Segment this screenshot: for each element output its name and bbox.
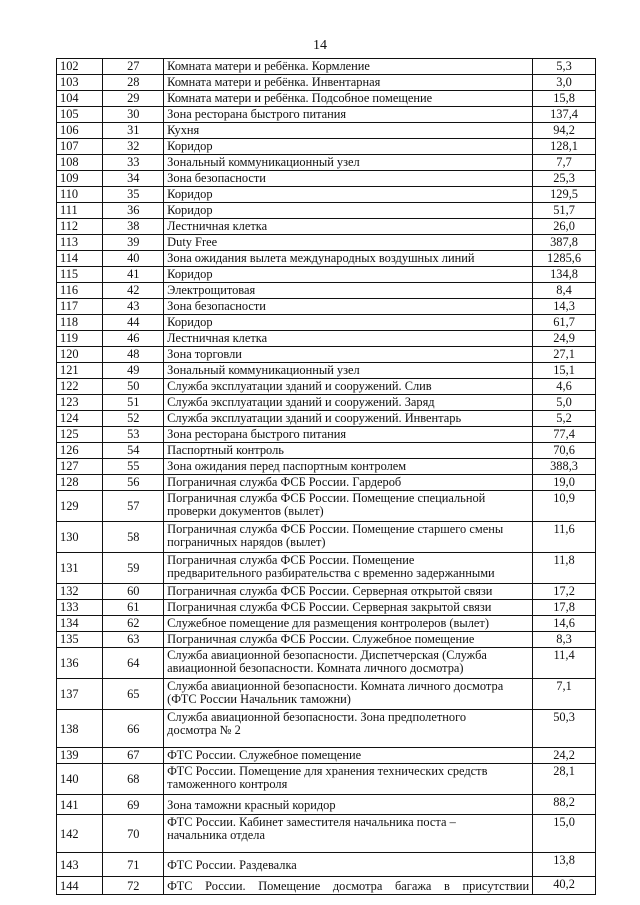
room-name: Служба эксплуатации зданий и сооружений. Заряд [164, 395, 533, 411]
row-number: 110 [57, 187, 103, 203]
row-number: 106 [57, 123, 103, 139]
room-name-line-1: ФТС России. Кабинет заместителя начальника поста – [167, 815, 456, 829]
table-row [57, 679, 596, 710]
room-area: 7,7 [533, 155, 596, 171]
table-row [57, 379, 596, 395]
room-name: Зона ресторана быстрого питания [164, 107, 533, 123]
room-name-line-2: авиационной безопасности. Комната личного досмотра) [167, 661, 464, 675]
room-name: ФТС России. Служебное помещение [164, 748, 533, 764]
room-area: 10,9 [533, 491, 596, 522]
room-name [164, 815, 533, 853]
row-number: 136 [57, 648, 103, 679]
table-row [57, 123, 596, 139]
table-row [57, 283, 596, 299]
room-id: 68 [103, 764, 164, 795]
table-row [57, 107, 596, 123]
row-number: 130 [57, 522, 103, 553]
room-id: 48 [103, 347, 164, 363]
table-row [57, 616, 596, 632]
room-area: 24,2 [533, 748, 596, 764]
room-name-line-1: Служба авиационной безопасности. Комната личного досмотра [167, 679, 504, 693]
room-id: 60 [103, 584, 164, 600]
row-number: 116 [57, 283, 103, 299]
room-area: 50,3 [533, 710, 596, 748]
room-name-line-2: проверки документов (вылет) [167, 504, 324, 518]
room-name: Служба эксплуатации зданий и сооружений. Слив [164, 379, 533, 395]
row-number: 128 [57, 475, 103, 491]
room-name: Зона безопасности [164, 299, 533, 315]
rooms-table-body [57, 59, 596, 895]
table-row [57, 411, 596, 427]
room-area: 388,3 [533, 459, 596, 475]
room-name: Коридор [164, 315, 533, 331]
table-row [57, 748, 596, 764]
row-number: 131 [57, 553, 103, 584]
room-name: Служба эксплуатации зданий и сооружений. Инвентарь [164, 411, 533, 427]
room-id: 62 [103, 616, 164, 632]
room-name-line-1: Служба авиационной безопасности. Диспетчерская (Служба [167, 648, 487, 662]
room-id: 66 [103, 710, 164, 748]
room-area: 4,6 [533, 379, 596, 395]
room-id: 42 [103, 283, 164, 299]
room-id: 70 [103, 815, 164, 853]
table-row [57, 59, 596, 75]
room-id: 55 [103, 459, 164, 475]
room-area: 77,4 [533, 427, 596, 443]
room-name: Зональный коммуникационный узел [164, 363, 533, 379]
room-area: 11,6 [533, 522, 596, 553]
room-id: 57 [103, 491, 164, 522]
room-name: Электрощитовая [164, 283, 533, 299]
row-number: 134 [57, 616, 103, 632]
room-area: 26,0 [533, 219, 596, 235]
room-id: 63 [103, 632, 164, 648]
table-row [57, 331, 596, 347]
room-name: Лестничная клетка [164, 331, 533, 347]
room-area: 40,2 [533, 877, 596, 895]
row-number: 107 [57, 139, 103, 155]
row-number: 121 [57, 363, 103, 379]
room-id: 43 [103, 299, 164, 315]
room-name: ФТС России. Помещение досмотра багажа в присутствии [164, 877, 533, 895]
room-id: 39 [103, 235, 164, 251]
room-name: Кухня [164, 123, 533, 139]
table-row [57, 648, 596, 679]
table-row [57, 491, 596, 522]
room-id: 27 [103, 59, 164, 75]
room-id: 29 [103, 91, 164, 107]
table-row [57, 75, 596, 91]
room-name: Комната матери и ребёнка. Инвентарная [164, 75, 533, 91]
table-row [57, 632, 596, 648]
room-name: Зона безопасности [164, 171, 533, 187]
row-number: 143 [57, 853, 103, 877]
room-area: 88,2 [533, 795, 596, 815]
room-name [164, 553, 533, 584]
row-number: 122 [57, 379, 103, 395]
table-row [57, 267, 596, 283]
table-row [57, 203, 596, 219]
room-area: 15,8 [533, 91, 596, 107]
table-row [57, 315, 596, 331]
room-id: 32 [103, 139, 164, 155]
room-area: 1285,6 [533, 251, 596, 267]
room-name-line-2: (ФТС России Начальник таможни) [167, 692, 351, 706]
table-row [57, 764, 596, 795]
room-id: 53 [103, 427, 164, 443]
room-name: Зона таможни красный коридор [164, 795, 533, 815]
table-row [57, 299, 596, 315]
room-area: 25,3 [533, 171, 596, 187]
room-name: Пограничная служба ФСБ России. Гардероб [164, 475, 533, 491]
room-name: Комната матери и ребёнка. Кормление [164, 59, 533, 75]
room-area: 19,0 [533, 475, 596, 491]
room-name: Коридор [164, 187, 533, 203]
room-name [164, 710, 533, 748]
room-area: 7,1 [533, 679, 596, 710]
room-area: 13,8 [533, 853, 596, 877]
room-area: 15,0 [533, 815, 596, 853]
row-number: 113 [57, 235, 103, 251]
room-id: 38 [103, 219, 164, 235]
room-name [164, 679, 533, 710]
room-area: 27,1 [533, 347, 596, 363]
row-number: 115 [57, 267, 103, 283]
table-row [57, 395, 596, 411]
row-number: 114 [57, 251, 103, 267]
table-row [57, 815, 596, 853]
table-row [57, 171, 596, 187]
room-name-line-1: Пограничная служба ФСБ России. Помещение [167, 553, 415, 567]
room-id: 33 [103, 155, 164, 171]
row-number: 141 [57, 795, 103, 815]
room-name: Пограничная служба ФСБ России. Служебное помещение [164, 632, 533, 648]
room-name: Зона торговли [164, 347, 533, 363]
room-id: 30 [103, 107, 164, 123]
room-name: Пограничная служба ФСБ России. Серверная закрытой связи [164, 600, 533, 616]
row-number: 103 [57, 75, 103, 91]
room-name: Служебное помещение для размещения контролеров (вылет) [164, 616, 533, 632]
table-row [57, 427, 596, 443]
room-name: Паспортный контроль [164, 443, 533, 459]
room-name [164, 491, 533, 522]
table-row [57, 219, 596, 235]
table-row [57, 91, 596, 107]
row-number: 133 [57, 600, 103, 616]
table-row [57, 475, 596, 491]
row-number: 123 [57, 395, 103, 411]
room-name-line-2: таможенного контроля [167, 777, 288, 791]
room-name-line-1: Служба авиационной безопасности. Зона предполетного [167, 710, 467, 724]
room-area: 137,4 [533, 107, 596, 123]
room-name: Коридор [164, 203, 533, 219]
room-id: 71 [103, 853, 164, 877]
room-id: 41 [103, 267, 164, 283]
room-name: ФТС России. Раздевалка [164, 853, 533, 877]
room-area: 8,3 [533, 632, 596, 648]
room-name: Зона ожидания вылета международных воздушных линий [164, 251, 533, 267]
room-name-line-2: начальника отдела [167, 828, 265, 842]
room-name: Duty Free [164, 235, 533, 251]
room-name: Зональный коммуникационный узел [164, 155, 533, 171]
table-row [57, 363, 596, 379]
table-row [57, 459, 596, 475]
room-area: 387,8 [533, 235, 596, 251]
room-name: Лестничная клетка [164, 219, 533, 235]
row-number: 117 [57, 299, 103, 315]
row-number: 127 [57, 459, 103, 475]
room-area: 5,0 [533, 395, 596, 411]
room-name-line-1: Пограничная служба ФСБ России. Помещение старшего смены [167, 522, 504, 536]
table-row [57, 155, 596, 171]
row-number: 118 [57, 315, 103, 331]
row-number: 137 [57, 679, 103, 710]
room-id: 72 [103, 877, 164, 895]
room-name-line-2: досмотра № 2 [167, 723, 241, 737]
room-id: 61 [103, 600, 164, 616]
room-area: 51,7 [533, 203, 596, 219]
room-area: 70,6 [533, 443, 596, 459]
table-row [57, 251, 596, 267]
room-name [164, 522, 533, 553]
room-area: 61,7 [533, 315, 596, 331]
room-id: 50 [103, 379, 164, 395]
rooms-table [56, 58, 596, 895]
room-id: 64 [103, 648, 164, 679]
table-row [57, 853, 596, 877]
table-row [57, 187, 596, 203]
room-area: 128,1 [533, 139, 596, 155]
room-name-line-2: пограничных нарядов (вылет) [167, 535, 326, 549]
room-name-line-2: предварительного разбирательства с временно задержанными [167, 566, 495, 580]
room-area: 5,2 [533, 411, 596, 427]
room-id: 36 [103, 203, 164, 219]
table-row [57, 235, 596, 251]
room-id: 51 [103, 395, 164, 411]
table-row [57, 522, 596, 553]
row-number: 138 [57, 710, 103, 748]
room-area: 5,3 [533, 59, 596, 75]
room-name: Коридор [164, 139, 533, 155]
room-name: Коридор [164, 267, 533, 283]
row-number: 144 [57, 877, 103, 895]
row-number: 104 [57, 91, 103, 107]
row-number: 119 [57, 331, 103, 347]
room-name [164, 764, 533, 795]
room-name-line-1: Пограничная служба ФСБ России. Помещение специальной [167, 491, 486, 505]
room-id: 49 [103, 363, 164, 379]
row-number: 105 [57, 107, 103, 123]
room-name [164, 648, 533, 679]
room-id: 44 [103, 315, 164, 331]
room-area: 11,4 [533, 648, 596, 679]
room-area: 129,5 [533, 187, 596, 203]
room-area: 17,8 [533, 600, 596, 616]
room-id: 34 [103, 171, 164, 187]
table-row [57, 584, 596, 600]
room-id: 65 [103, 679, 164, 710]
room-id: 28 [103, 75, 164, 91]
room-id: 52 [103, 411, 164, 427]
table-row [57, 553, 596, 584]
row-number: 140 [57, 764, 103, 795]
room-id: 31 [103, 123, 164, 139]
room-area: 11,8 [533, 553, 596, 584]
table-row [57, 347, 596, 363]
room-id: 59 [103, 553, 164, 584]
room-area: 15,1 [533, 363, 596, 379]
room-id: 46 [103, 331, 164, 347]
row-number: 102 [57, 59, 103, 75]
room-id: 67 [103, 748, 164, 764]
room-id: 35 [103, 187, 164, 203]
row-number: 135 [57, 632, 103, 648]
table-row [57, 443, 596, 459]
table-row [57, 795, 596, 815]
room-id: 58 [103, 522, 164, 553]
row-number: 142 [57, 815, 103, 853]
row-number: 109 [57, 171, 103, 187]
room-area: 3,0 [533, 75, 596, 91]
room-area: 24,9 [533, 331, 596, 347]
table-row [57, 877, 596, 895]
room-name: Пограничная служба ФСБ России. Серверная открытой связи [164, 584, 533, 600]
room-area: 14,6 [533, 616, 596, 632]
table-row [57, 710, 596, 748]
room-area: 17,2 [533, 584, 596, 600]
room-area: 8,4 [533, 283, 596, 299]
room-id: 69 [103, 795, 164, 815]
row-number: 124 [57, 411, 103, 427]
table-row [57, 600, 596, 616]
row-number: 126 [57, 443, 103, 459]
table-row [57, 139, 596, 155]
room-area: 134,8 [533, 267, 596, 283]
room-name: Зона ожидания перед паспортным контролем [164, 459, 533, 475]
page-number: 14 [313, 38, 327, 53]
row-number: 129 [57, 491, 103, 522]
row-number: 125 [57, 427, 103, 443]
room-area: 94,2 [533, 123, 596, 139]
row-number: 132 [57, 584, 103, 600]
row-number: 111 [57, 203, 103, 219]
row-number: 139 [57, 748, 103, 764]
room-id: 40 [103, 251, 164, 267]
room-area: 28,1 [533, 764, 596, 795]
room-id: 56 [103, 475, 164, 491]
room-name-line-1: ФТС России. Помещение для хранения технических средств [167, 764, 488, 778]
row-number: 108 [57, 155, 103, 171]
room-name: Зона ресторана быстрого питания [164, 427, 533, 443]
row-number: 112 [57, 219, 103, 235]
row-number: 120 [57, 347, 103, 363]
room-area: 14,3 [533, 299, 596, 315]
room-name: Комната матери и ребёнка. Подсобное помещение [164, 91, 533, 107]
room-id: 54 [103, 443, 164, 459]
